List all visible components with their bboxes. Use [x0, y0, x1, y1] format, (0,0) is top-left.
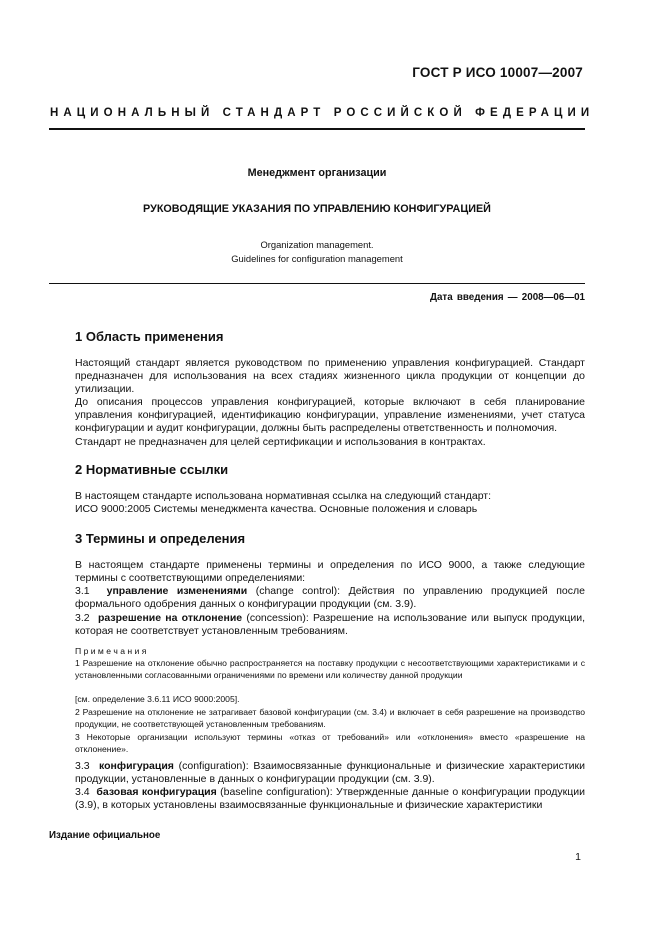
section1-heading: 1 Область применения: [75, 329, 224, 344]
term-3-2-definition: (concession): Разрешение на использование или выпуск продукции, которая не соответствует установленным требованиям.: [75, 612, 585, 638]
introduction-date: Дата введения — 2008—06—01: [429, 292, 585, 303]
term-3-2-number: 3.2: [75, 612, 90, 624]
term-3-1: [75, 585, 585, 611]
english-title: [49, 238, 585, 266]
section2-reference: ИСО 9000:2005 Системы менеджмента качества. Основные положения и словарь: [75, 503, 478, 515]
term-3-1-name: управление изменениями: [106, 585, 248, 597]
standard-number: ГОСТ Р ИСО 10007—2007: [412, 65, 583, 80]
note-1-reference: [см. определение 3.6.11 ИСО 9000:2005].: [75, 694, 240, 704]
term-3-4: [75, 786, 585, 812]
header-rule: [49, 128, 585, 130]
official-edition-label: Издание официальное: [49, 830, 161, 841]
document-title: РУКОВОДЯЩИЕ УКАЗАНИЯ ПО УПРАВЛЕНИЮ КОНФИГУРАЦИЕЙ: [143, 203, 491, 215]
term-3-2-name: разрешение на отклонение: [98, 612, 243, 624]
term-3-4-number: 3.4: [75, 786, 90, 798]
section2-paragraph1: В настоящем стандарте использована нормативная ссылка на следующий стандарт:: [75, 490, 492, 502]
term-3-1-definition: (change control): Действия по управлению продукцией после формального одобрения данных о конфигурации продукции (см. 3.9).: [75, 585, 585, 611]
term-3-2: [75, 612, 585, 638]
document-subtitle: Менеджмент организации: [247, 167, 387, 179]
english-title-line1: Organization management.: [260, 239, 374, 250]
note-1: 1 Разрешение на отклонение обычно распространяется на поставку продукции с несоответствующими характеристиками и с установленными согласованными ограничениями по времени или количеству данной продукции: [75, 658, 585, 680]
term-3-3: [75, 760, 585, 786]
term-3-1-number: 3.1: [75, 585, 90, 597]
term-3-3-number: 3.3: [75, 760, 90, 772]
term-3-3-definition: (configuration): Взаимосвязанные функциональные и физические характеристики продукции, установленные в данных о конфигурации продукции (см. 3.9).: [75, 760, 585, 786]
section3-heading: 3 Термины и определения: [75, 531, 246, 546]
term-3-3-name: конфигурация: [99, 760, 174, 772]
note-2: 2 Разрешение на отклонение не затрагивает базовой конфигурации (см. 3.4) и включает в себя разрешение на производство продукции, не соответствующей установленным требованиям.: [75, 707, 585, 729]
title-rule: [49, 283, 585, 284]
notes-label: П р и м е ч а н и я: [75, 646, 147, 656]
term-3-4-name: базовая конфигурация: [96, 786, 217, 798]
section1-paragraph2: До описания процессов управления конфигурацией, которые включают в себя планирование управления конфигурацией, идентификацию конфигурации, управление изменениями, учет статуса конфигурации и аудит конфигурации, должны быть распределены ответственность и полномочия.: [75, 396, 585, 435]
section3-intro: В настоящем стандарте применены термины и определения по ИСО 9000, а также следующие термины с соответствующими определениями:: [75, 559, 585, 585]
national-standard-heading: НАЦИОНАЛЬНЫЙ СТАНДАРТ РОССИЙСКОЙ ФЕДЕРАЦИИ: [50, 107, 595, 119]
section1-paragraph3: Стандарт не предназначен для целей сертификации и использования в контрактах.: [75, 436, 486, 448]
english-title-line2: Guidelines for configuration management: [231, 253, 403, 264]
term-3-4-definition: (baseline configuration): Утвержденные данные о конфигурации продукции (3.9), в которых установлены взаимосвязанные функциональные и физические характеристики: [75, 786, 586, 812]
section2-heading: 2 Нормативные ссылки: [75, 462, 229, 477]
page-number: 1: [575, 851, 581, 863]
note-3: 3 Некоторые организации используют термины «отказ от требований» или «отклонения» вместо «разрешение на отклонение».: [75, 732, 585, 754]
section1-paragraph1: Настоящий стандарт является руководством по применению управления конфигурацией. Стандарт предназначен для использования на всех стадиях жизненного цикла продукции от концепции до утилизации.: [75, 357, 585, 396]
